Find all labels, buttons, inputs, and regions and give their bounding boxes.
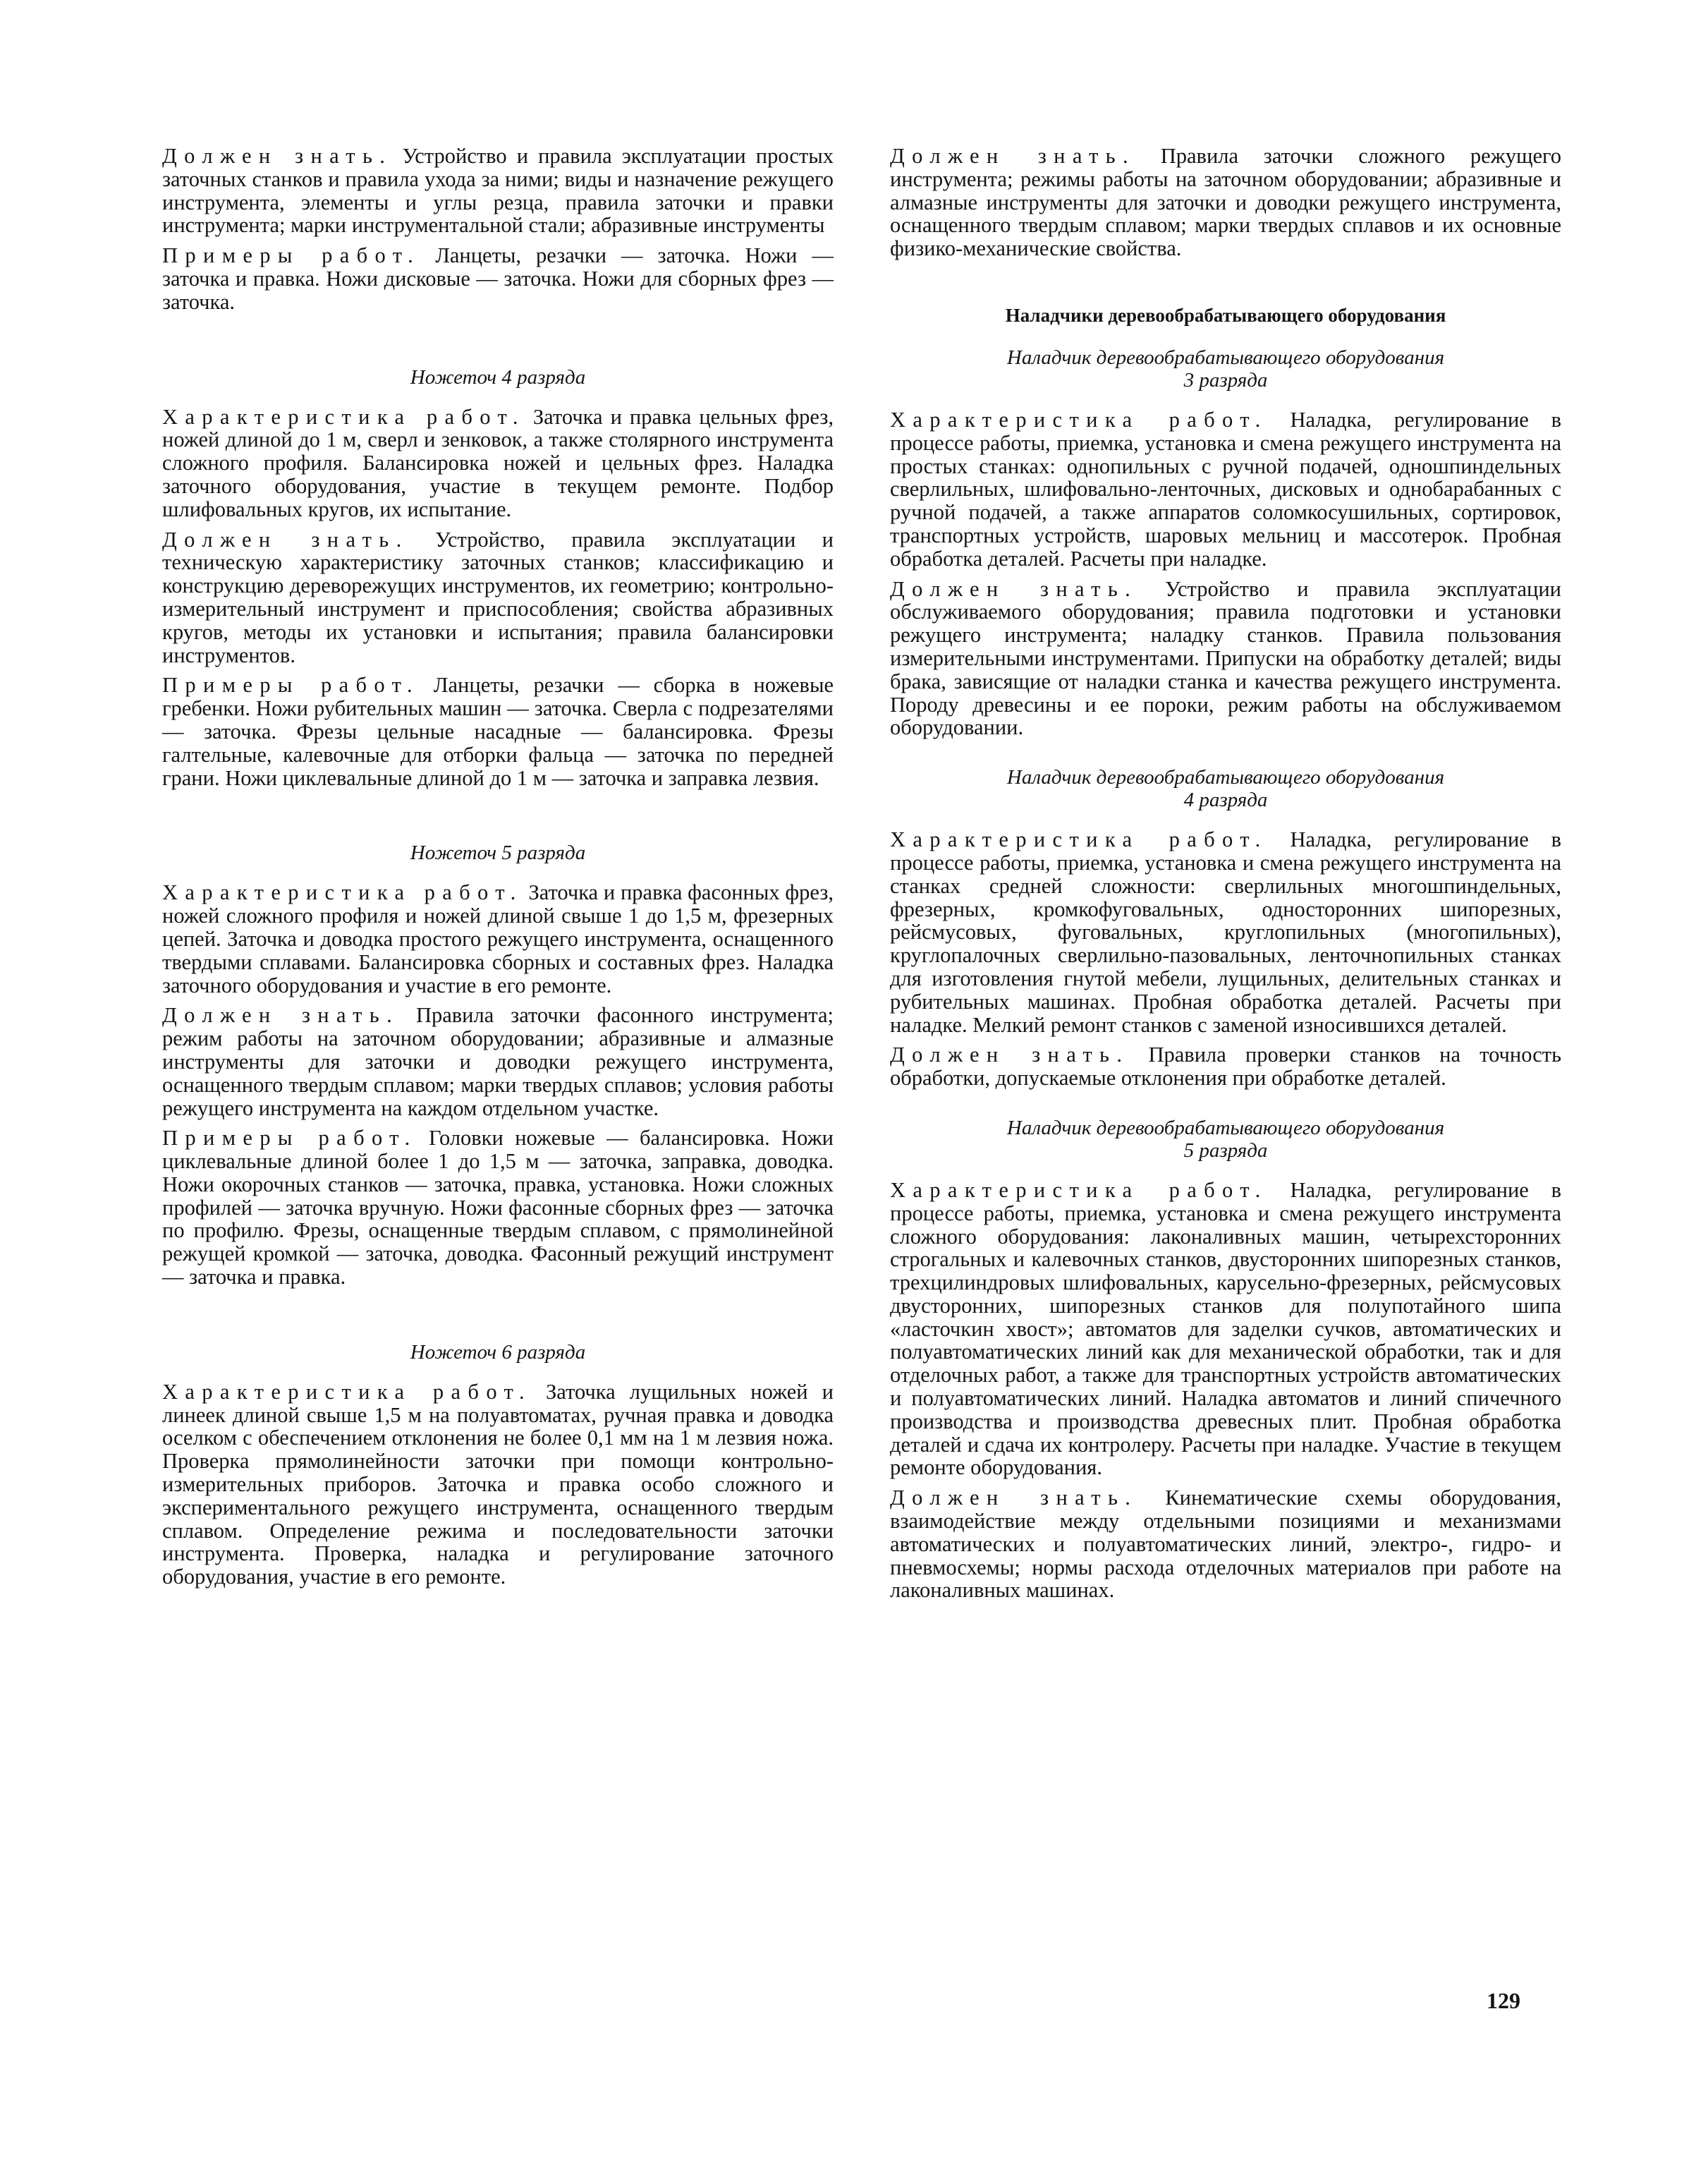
paragraph-characteristic	[890, 828, 1561, 1036]
paragraph-text: Устройство и правила эксплуатации обслуживаемого оборудования; правила подготовки и установки режущего инструмента; наладку станков. Правила пользования измерительными инструментами. Припуски на обработку деталей; виды брака, зависящие от наладки станка и качества режущего инструмента. Породу древесины и ее пороки, режим работы на обслуживаемом оборудовании.	[890, 576, 1562, 740]
paragraph-must-know	[890, 578, 1561, 740]
paragraph-text: Правила заточки фасонного инструмента; режим работы на заточном оборудовании; абразивные и алмазные инструменты для заточки и доводки режущего инструмента, оснащенного твердым сплавом; марки твердых сплавов; условия работы режущего инструмента на каждом отдельном участке.	[162, 1003, 834, 1120]
heading-adjuster-grade-5	[890, 1117, 1561, 1162]
heading-line: Наладчик деревообрабатывающего оборудования	[1006, 346, 1445, 369]
section-title: Наладчики деревообрабатывающего оборудования	[1005, 304, 1446, 326]
heading-adjuster-grade-3	[890, 346, 1561, 391]
paragraph-examples	[162, 1127, 834, 1289]
left-column	[162, 145, 834, 1596]
paragraph-text: Заточка и правка цельных фрез, ножей длиной до 1 м, сверл и зенковок, а также столярного инструмента сложного профиля. Балансировка ножей и цельных фрез. Наладка заточного оборудования, участие в текущем ремонте. Подбор шлифовальных кругов, их испытание.	[162, 404, 834, 521]
lead-phrase: Характеристика работ.	[890, 827, 1268, 852]
paragraph-characteristic	[890, 408, 1561, 571]
heading-knife-sharpener-grade-5: Ножеточ 5 разряда	[410, 842, 586, 865]
lead-phrase: Должен знать.	[890, 144, 1135, 168]
paragraph-text: Заточка лущильных ножей и линеек длиной свыше 1,5 м на полуавтоматах, ручная правка и доводка оселком с обеспечением отклонения не более 0,1 мм на 1 м лезвия ножа. Проверка прямолинейности заточки при помощи контрольно-измерительных приборов. Заточка и правка особо сложного и экспериментального режущего инструмента, оснащенного твердым сплавом. Определение режима и последовательности заточки инструмента. Проверка, наладка и регулирование заточного оборудования, участие в его ремонте.	[162, 1379, 834, 1589]
lead-phrase: Примеры работ.	[162, 1126, 417, 1151]
paragraph-must-know	[162, 1004, 834, 1119]
heading-line: Наладчик деревообрабатывающего оборудования	[1006, 1116, 1445, 1139]
lead-phrase: Примеры работ.	[162, 243, 421, 268]
paragraph-text: Наладка, регулирование в процессе работы, приемка, установка и смена режущего инструмента на простых станках: однопильных с ручной подачей, одношпиндельных сверлильных, шлифовально-ленточных, дисковых и однобарабанных с ручной подачей, а также аппаратов соломкосушильных, сортировок, транспортных устройств, шаровых мельниц и массотерок. Пробная обработка деталей. Расчеты при наладке.	[890, 407, 1561, 571]
paragraph-must-know	[162, 145, 834, 237]
paragraph-must-know	[162, 528, 834, 667]
paragraph-characteristic	[890, 1179, 1561, 1479]
paragraph-characteristic	[162, 1380, 834, 1589]
heading-line: Наладчик деревообрабатывающего оборудования	[1006, 766, 1445, 789]
paragraph-must-know	[890, 145, 1561, 260]
paragraph-text: Кинематические схемы оборудования, взаимодействие между отдельными позициями и механизмами автоматических и полуавтоматических линий, электро-, гидро- и пневмосхемы; нормы расхода отделочных материалов при работе на лаконаливных машинах.	[890, 1486, 1562, 1603]
paragraph-examples	[162, 244, 834, 313]
page-number: 129	[1487, 1988, 1520, 2013]
lead-phrase: Характеристика работ.	[162, 1379, 532, 1404]
paragraph-text: Наладка, регулирование в процессе работы, приемка, установка и смена режущего инструмента сложного оборудования: лаконаливных машин, четырехсторонних строгальных и калевочных станков, двусторонних шипорезных станков, трехцилиндровых шлифовальных, карусельно-фрезерных, рейсмусовых двусторонних, шипорезных станков для полупотайного шипа «ласточкин хвост»; автоматов для заделки сучков, автоматических и полуавтоматических линий как для механической обработки, так и для отделочных работ, а также для транспортных устройств автоматических и полуавтоматических линий. Наладка автоматов и линий спичечного производства и производства древесных плит. Пробная обработка деталей и сдача их контролеру. Расчеты при наладке. Участие в текущем ремонте оборудования.	[890, 1177, 1561, 1480]
paragraph-characteristic	[162, 406, 834, 521]
paragraph-text: Устройство, правила эксплуатации и техническую характеристику заточных станков; классификацию и конструкцию дереворежущих инструментов, их геометрию; контрольно-измерительный инструмент и приспособления; свойства абразивных кругов, методы их установки и испытания; правила балансировки инструментов.	[162, 527, 834, 667]
paragraph-text: Ланцеты, резачки — заточка. Ножи — заточка и правка. Ножи дисковые — заточка. Ножи для сборных фрез — заточка.	[162, 243, 834, 314]
right-column	[890, 145, 1561, 1609]
heading-grade: 4 разряда	[1183, 789, 1268, 812]
lead-phrase: Характеристика работ.	[162, 404, 525, 429]
paragraph-text: Устройство и правила эксплуатации простых заточных станков и правила ухода за ними; виды и назначение режущего инструмента, элементы и углы резца, правила заточки и правки инструмента; марки инструментальной стали; абразивные инструменты	[162, 144, 834, 238]
paragraph-must-know	[890, 1486, 1561, 1602]
lead-phrase: Должен знать.	[162, 1003, 400, 1028]
paragraph-text: Наладка, регулирование в процессе работы, приемка, установка и смена режущего инструмента на станках средней сложности: сверлильных многошпиндельных, фрезерных, кромкофуговальных, односторонних шипорезных, рейсмусовых, фуговальных, круглопильных (многопильных), круглопалочных сверлильно-пазовальных, ленточнопильных станках для изготовления гнутой мебели, лущильных, делительных станках и рубительных машинах. Пробная обработка деталей. Расчеты при наладке. Мелкий ремонт станков с заменой износившихся деталей.	[890, 827, 1561, 1037]
lead-phrase: Должен знать.	[162, 527, 409, 552]
paragraph-text: Заточка и правка фасонных фрез, ножей сложного профиля и ножей длиной свыше 1 до 1,5 м, фрезерных цепей. Заточка и доводка простого режущего инструмента, оснащенного твердыми сплавами. Балансировка сборных и составных фрез. Наладка заточного оборудования и участие в его ремонте.	[162, 880, 834, 997]
heading-knife-sharpener-grade-6: Ножеточ 6 разряда	[410, 1340, 586, 1364]
paragraph-text: Головки ножевые — балансировка. Ножи циклевальные длиной более 1 до 1,5 м — заточка, заправка, доводка. Ножи окорочных станков — заточка, правка, установка. Ножи сложных профилей — заточка вручную. Ножи фасонные сборных фрез — заточка по профилю. Фрезы, оснащенные твердым сплавом, с прямолинейной режущей кромкой — заточка, доводка. Фасонный режущий инструмент — заточка и правка.	[162, 1126, 834, 1289]
lead-phrase: Примеры работ.	[162, 673, 420, 698]
lead-phrase: Характеристика работ.	[890, 1177, 1268, 1202]
lead-phrase: Характеристика работ.	[162, 880, 523, 905]
lead-phrase: Должен знать.	[890, 1043, 1130, 1067]
heading-adjuster-grade-4	[890, 766, 1561, 811]
heading-grade: 3 разряда	[1183, 368, 1268, 391]
lead-phrase: Характеристика работ.	[890, 407, 1268, 432]
paragraph-text: Правила заточки сложного режущего инструмента; режимы работы на заточном оборудовании; абразивные и алмазные инструменты для заточки и доводки режущего инструмента, оснащенного твердым сплавом; марки твердых сплавов и их основные физико-механические свойства.	[890, 144, 1561, 261]
lead-phrase: Должен знать.	[162, 144, 393, 168]
paragraph-text: Правила проверки станков на точность обработки, допускаемые отклонения при обработке деталей.	[890, 1043, 1562, 1091]
lead-phrase: Должен знать.	[890, 1486, 1138, 1510]
lead-phrase: Должен знать.	[890, 576, 1138, 601]
heading-knife-sharpener-grade-4: Ножеточ 4 разряда	[410, 365, 586, 389]
heading-grade: 5 разряда	[1183, 1139, 1268, 1162]
paragraph-must-know	[890, 1043, 1561, 1090]
paragraph-text: Ланцеты, резачки — сборка в ножевые гребенки. Ножи рубительных машин — заточка. Сверла с подрезателями — заточка. Фрезы цельные насадные — балансировка. Фрезы галтельные, калевочные для отборки фальца — заточка по передней грани. Ножи циклевальные длиной до 1 м — заточка и заправка лезвия.	[162, 673, 834, 790]
paragraph-characteristic	[162, 881, 834, 997]
paragraph-examples	[162, 674, 834, 789]
